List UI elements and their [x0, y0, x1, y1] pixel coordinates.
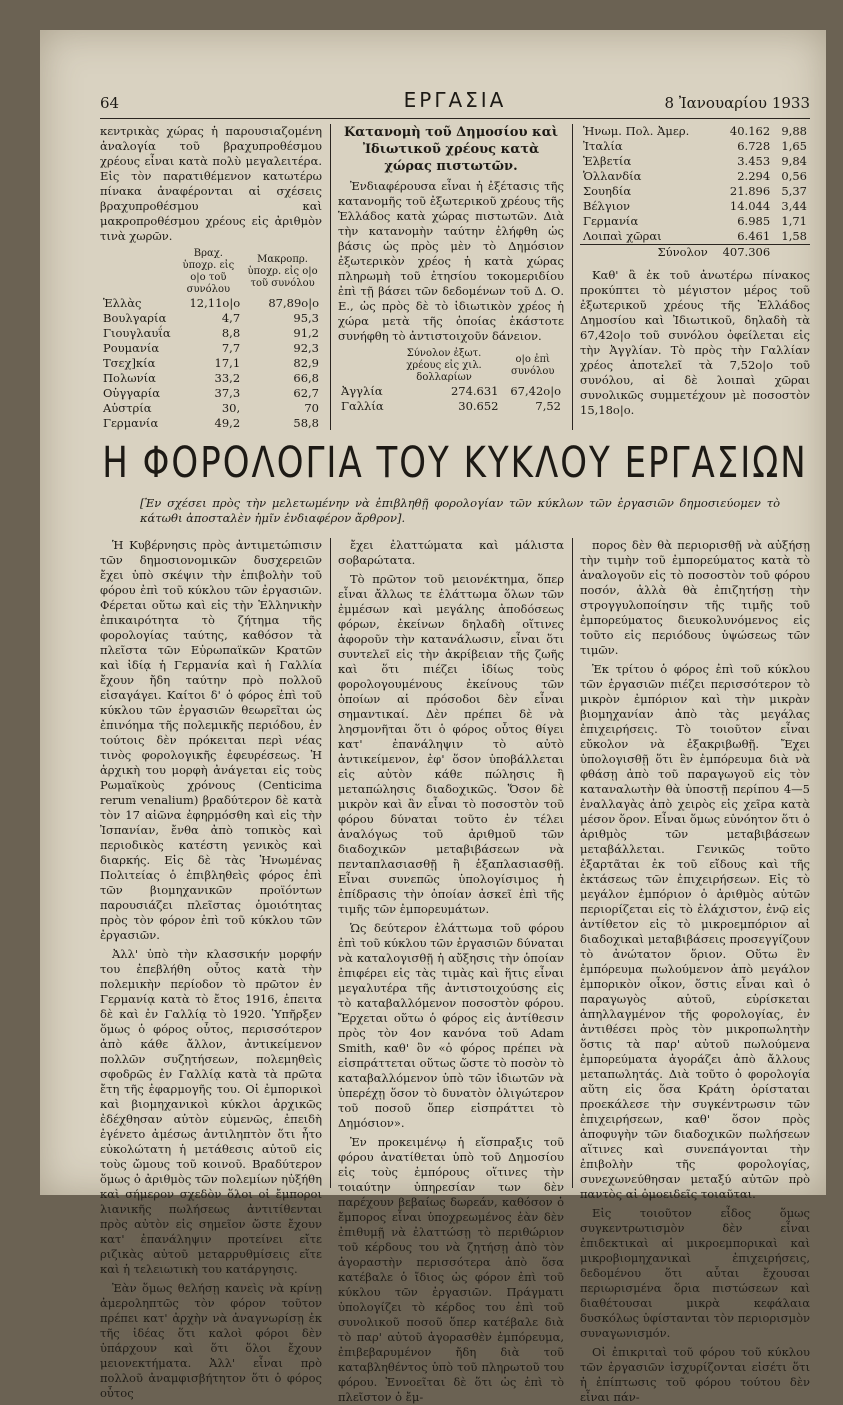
- table-row: [100, 401, 322, 416]
- cell-country: Γαλλία: [341, 399, 384, 413]
- section-heading: Κατανομὴ τοῦ Δημοσίου καὶ Ἰδιωτικοῦ χρέους κατὰ χώρας πιστωτῶν.: [343, 125, 559, 174]
- cell-country: Τσεχ]κία: [103, 356, 156, 370]
- cell-country: Ἑλβετία: [583, 154, 632, 168]
- article-column-3: [580, 538, 810, 1404]
- cell-country: Γερμανία: [103, 416, 159, 430]
- cell-long: 62,7: [293, 386, 319, 400]
- table-row: [338, 384, 564, 399]
- article-column-2: [338, 538, 564, 1404]
- table-row: [338, 399, 564, 414]
- cell-amount: 40.162: [729, 124, 771, 138]
- cell-short: 8,8: [221, 326, 241, 340]
- cell-amount: 6.461: [737, 229, 771, 243]
- cell-country: Λοιπαὶ χῶραι: [583, 229, 662, 243]
- cell-long: 82,9: [293, 356, 319, 370]
- cell-country: Βουλγαρία: [103, 311, 167, 325]
- cell-country: Οὑγγαρία: [103, 386, 160, 400]
- top-column-3: [580, 124, 810, 434]
- cell-pct: 5,37: [781, 184, 807, 198]
- issue-date: 8 Ἰανουαρίου 1933: [664, 94, 810, 112]
- cell-long: 95,3: [293, 311, 319, 325]
- article-paragraph: πορος δὲν θὰ περιορισθῇ νὰ αὐξήσῃ τὴν τιμὴν τοῦ ἐμπορεύματος κατὰ τὸ ἀναλογοῦν εἰς τὸ ποσοστὸν τοῦ φόρου ποσόν, ἀλλὰ θὰ ἐπιζητήσῃ τὴν στρογγυλοποίησιν τῆς τιμῆς τοῦ ἐμπορεύματος διευκολυνόμενος εἰς τοῦτο εἰς περιόδους ὑψώσεως τῶν τιμῶν.: [580, 538, 810, 657]
- cell-short: 12,11ο|ο: [189, 296, 241, 310]
- table-row: [580, 169, 810, 184]
- cell-amount: 6.985: [737, 214, 771, 228]
- table-row: [580, 154, 810, 169]
- creditor-table-continued: [580, 124, 810, 260]
- cell-short: 33,2: [214, 371, 241, 385]
- intro-paragraph: κεντρικὰς χώρας ἡ παρουσιαζομένη ἀναλογία τοῦ βραχυπροθέσμου χρέους εἶναι κατὰ πολὺ μεγαλειτέρα. Εἰς τὸν παρατιθέμενον κατωτέρω πίνακα ἀναφέρονται αἱ σχέσεις βραχυπροθέσμου καὶ μακροπροθέσμου χρέους εἰς ἀριθμὸν τινὰ χωρῶν.: [100, 124, 322, 243]
- table-row: [100, 386, 322, 401]
- table-row: [100, 326, 322, 341]
- amount-header: Σύνολον ἐξωτ. χρέους εἰς χιλ. δολλαρίων: [406, 348, 482, 383]
- article-paragraph: Ἀλλ' ὑπὸ τὴν κλασσικήν μορφήν του ἐπεβλήθη οὗτος κατὰ τὴν πολεμικὴν περίοδον τὸ πρῶτον ἐν Γερμανίᾳ κατὰ τὸ ἔτος 1916, ἐπειτα δὲ καὶ ἐν Γαλλίᾳ τὸ 1920. Ὑπῆρξεν ὅμως ὁ φόρος οὗτος, περισσότερον ἀπὸ κάθε ἄλλον, ἀντικείμενον πολλῶν συζητήσεων, πολεμηθεὶς σφοδρῶς ἐν Γαλλίᾳ κατὰ τὰ πρῶτα ἔτη τῆς ἐφαρμογῆς του. Οἱ ἐμπορικοὶ καὶ βιομηχανικοὶ κύκλοι ἀρχικῶς ἐδέχθησαν αὐτὸν εὐμενῶς, ἐπειδὴ ἐγένετο ἀμέσως ἀντιληπτὸν ὅτι ἦτο εὐκολώτατη ἡ μετάθεσις αὐτοῦ εἰς τοὺς ὤμους τοῦ κοινοῦ. Βραδύτερον ὅμως ὁ ἀριθμὸς τῶν πολεμίων ηὐξήθη καὶ σήμερον σχεδὸν ὅλοι οἱ ἔμποροι λιανικῆς πωλήσεως ἀντιτίθενται πρὸς αὐτὸν εἰς σημεῖον ὥστε ἔχουν κατ' ἐπανάληψιν προτείνει εἴτε ριζικὰς αὐτοῦ μεταρρυθμίσεις εἴτε καὶ ἡ τελειωτικὴ του κατάργησις.: [100, 947, 322, 1276]
- cell-amount: 14.044: [729, 199, 771, 213]
- cell-long: 58,8: [293, 416, 319, 430]
- cell-short: 37,3: [214, 386, 241, 400]
- cell-amount: 3.453: [737, 154, 771, 168]
- creditor-table: [338, 348, 564, 414]
- table-row: [100, 341, 322, 356]
- long-term-header: Μακροπρ. ὑποχρ. εἰς ο|ο τοῦ συνόλου: [247, 254, 318, 289]
- top-column-2: [338, 124, 564, 434]
- table-row: [580, 184, 810, 199]
- cell-amount: 30.652: [458, 399, 499, 413]
- cell-pct: 1,58: [781, 229, 807, 243]
- cell-long: 70: [304, 401, 319, 415]
- percent-header: ο|ο ἐπὶ συνόλου: [511, 354, 555, 377]
- total-row: [580, 245, 810, 261]
- article-paragraph: Εἰς τοιοῦτον εἶδος ὅμως συγκεντρωτισμὸν δὲν εἶναι ἐπιδεκτικαὶ αἱ μικροεμπορικαὶ καὶ μικροβιομηχανικαὶ ἐπιχειρήσεις, δεδομένου ὅτι αὗται ἔχουσαι περιωρισμένα ὅρια πιστώσεων καὶ διαθέτουσαι μικρὰ κεφάλαια δυσκόλως ὑφίστανται τὸν περιορισμὸν συναγωνισμόν.: [580, 1206, 810, 1340]
- column-divider: [330, 538, 331, 1188]
- column-divider: [572, 538, 573, 1188]
- table-row: [100, 296, 322, 311]
- page-number: 64: [100, 94, 120, 112]
- cell-country: Πολωνία: [103, 371, 156, 385]
- cell-pct: 0,56: [781, 169, 807, 183]
- article-paragraph: Ἡ Κυβέρνησις πρὸς ἀντιμετώπισιν τῶν δημοσιονομικῶν δυσχερειῶν ἔχει ὑπὸ σκέψιν τὴν ἐπιβολὴν τοῦ φόρου ἐπὶ τοῦ κύκλου τῶν ἐργασιῶν. Φέρεται οὕτω καὶ εἰς τὴν Ἑλληνικὴν ἐπικαιρότητα τὸ ζήτημα τῆς φορολογίας ταύτης, καθόσον τὰ πλεῖστα τῶν Εὐρωπαϊκῶν Κρατῶν καὶ ἰδίᾳ ἡ Γερμανία καὶ ἡ Γαλλία ἔχουν ἤδη ταύτην πρὸ πολλοῦ εἰσαγάγει. Καίτοι δ' ὁ φόρος ἐπὶ τοῦ κύκλου τῶν ἐργασιῶν θεωρεῖται ὡς ἐπινόημα τῆς πολεμικῆς περιόδου, ἐν τούτοις δὲν πρόκειται περὶ νέας τινὸς φορολογικῆς ἐφευρέσεως. Ἡ ἀρχικὴ του μορφὴ ἀνάγεται εἰς τοὺς Ρωμαϊκοὺς χρόνους (Centicima rerum venalium) βραδύτερον δὲ κατὰ τὸν 17 αἰῶνα ἐφηρμόσθη καὶ εἰς τὴν Ἰσπανίαν, ἔνθα ἀπὸ τοπικὸς καὶ περιοδικὸς κατέστη γενικὸς καὶ διαρκής. Εἰς δὲ τὰς Ἡνωμένας Πολιτείας ὁ ἐπιβληθεὶς φόρος ἐπὶ τῶν βιομηχανικῶν προϊόντων παρουσιάζει πλεῖστας ὁμοιότητας πρὸς τὸν φόρον ἐπὶ τοῦ κύκλου τῶν ἐργασιῶν.: [100, 538, 322, 942]
- cell-country: Γιουγλαυΐα: [103, 326, 171, 340]
- table-row: [580, 124, 810, 139]
- article-paragraph: Τὸ πρῶτον τοῦ μειονέκτημα, ὅπερ εἶναι ἄλλως τε ἐλάττωμα ὅλων τῶν ἐμμέσων καὶ μεγάλης ἀποδόσεως φόρων, ἐκείνων δηλαδὴ οἵτινες ἀφοροῦν τὴν κατανάλωσιν, εἶναι ὅτι συντελεῖ εἰς τὴν ἀκρίβειαν τῆς ζωῆς καὶ ὅτι πιέζει ἰδίως τοὺς φορολογουμένους ἐκείνους τῶν ὁποίων αἱ πρόσοδοι δὲν εἶναι σημαντικαί. Δὲν πρέπει δὲ νὰ λησμονῆται ὅτι ὁ φόρος οὗτος θίγει κατ' ἐπανάληψιν τὸ αὐτὸ ἀντικείμενον, ἐφ' ὅσον ὑποβάλλεται εἰς αὐτὸν κάθε πώλησις ἢ μεταπώλησις διαδοχικῶς. Ὅσον δὲ μικρὸν καὶ ἂν εἶναι τὸ ποσοστὸν τοῦ φόρου δύναται τοῦτο ἐν τέλει ἀναλόγως τοῦ ἀριθμοῦ τῶν διαδοχικῶν μεταβιβάσεων νὰ πενταπλασιασθῇ ἢ ἑξαπλασιασθῇ. Εἶναι συνεπῶς ὑπολογίσιμος ἡ ἐπίδρασις τὴν ὁποίαν ἀσκεῖ ἐπὶ τῆς τιμῆς τῶν ἐμπορευμάτων.: [338, 572, 564, 916]
- table-row: [100, 311, 322, 326]
- article-paragraph: Ὡς δεύτερον ἐλάττωμα τοῦ φόρου ἐπὶ τοῦ κύκλου τῶν ἐργασιῶν δύναται νὰ καταλογισθῇ ἡ αὔξησις τὴν ὁποίαν ἐπιφέρει εἰς τὰς τιμὰς καὶ ἥτις εἶναι μεγαλυτέρα τῆς ἀντιστοιχούσης εἰς τὸ καταβαλλόμενον ποσοστὸν φόρου. Ἔρχεται οὕτω ὁ φόρος εἰς ἀντίθεσιν πρὸς τὸν 4ον κανόνα τοῦ Adam Smith, καθ' ὃν «ὁ φόρος πρέπει νὰ εἰσπράττεται οὕτως ὥστε τὸ ποσὸν τὸ καταβαλλόμενον ὑπὸ τῶν ἰδιωτῶν νὰ ὑπερέχῃ ὅσον τὸ δυνατὸν ὀλιγώτερον τοῦ ποσοῦ ὅπερ εἰσπράττει τὸ Δημόσιον».: [338, 921, 564, 1130]
- cell-amount: 21.896: [729, 184, 771, 198]
- publication-title: ΕΡΓΑΣΙΑ: [403, 88, 507, 112]
- table-row: [100, 416, 322, 431]
- column-divider: [330, 124, 331, 430]
- cell-country: Ὁλλανδία: [583, 169, 642, 183]
- cell-short: 49,2: [214, 416, 241, 430]
- cell-country: Ἰταλία: [583, 139, 623, 153]
- cell-country: Ἡνωμ. Πολ. Ἀμερ.: [583, 124, 690, 138]
- editor-note: [Ἐν σχέσει πρὸς τὴν μελετωμένην νὰ ἐπιβληθῇ φορολογίαν τῶν κύκλων τῶν ἐργασιῶν δημοσιεύομεν τὸ κάτωθι ἀποσταλὲν ἡμῖν ἐνδιαφέρον ἄρθρον].: [140, 496, 780, 525]
- cell-country: Αὐστρία: [103, 401, 152, 415]
- table-row: [100, 371, 322, 386]
- article-title: Η ΦΟΡΟΛΟΓΙΑ ΤΟΥ ΚΥΚΛΟΥ ΕΡΓΑΣΙΩΝ: [102, 438, 808, 488]
- debt-ratio-table: [100, 248, 322, 431]
- article-paragraph: Οἱ ἐπικριταὶ τοῦ φόρου τοῦ κύκλου τῶν ἐργασιῶν ἰσχυρίζονται εἰσέτι ὅτι ἡ ἐπίπτωσις τοῦ φόρου τούτου δὲν εἶναι πάν-: [580, 1345, 810, 1404]
- cell-short: 17,1: [214, 356, 241, 370]
- cell-country: Σουηδία: [583, 184, 632, 198]
- cell-country: Ρουμανία: [103, 341, 160, 355]
- table-row: [580, 139, 810, 154]
- cell-long: 91,2: [293, 326, 319, 340]
- cell-country: Ἑλλὰς: [103, 296, 142, 310]
- total-amount: 407.306: [711, 245, 773, 261]
- cell-short: 30,: [221, 401, 241, 415]
- cell-pct: 9,84: [781, 154, 807, 168]
- table-row: [100, 356, 322, 371]
- cell-pct: 1,71: [781, 214, 807, 228]
- table-row: [580, 214, 810, 229]
- article-paragraph: Ἐὰν ὅμως θελήσῃ κανεὶς νὰ κρίνῃ ἀμεροληπτῶς τὸν φόρον τοῦτον πρέπει κατ' ἀρχὴν νὰ ἀναγνωρίσῃ ἐκ τῆς ἰδέας ὅτι καλοὶ φόροι δὲν ὑπάρχουν καὶ ὅτι ὅλοι ἔχουν μειονεκτήματα. Ἀλλ' εἶναι πρὸ πολλοῦ ἀναμφισβήτητον ὅτι ὁ φόρος οὗτος: [100, 1281, 322, 1400]
- summary-paragraph: Καθ' ἃ ἐκ τοῦ ἀνωτέρω πίνακος προκύπτει τὸ μέγιστον μέρος τοῦ ἐξωτερικοῦ χρέους τῆς Ἑλλάδος Δημοσίου καὶ Ἰδιωτικοῦ, δηλαδὴ τὰ 67,42ο|ο τοῦ συνόλου ὀφείλεται εἰς τὴν Ἀγγλίαν. Τὸ πρὸς τὴν Γαλλίαν χρέος ἀποτελεῖ τὰ 7,52ο|ο τοῦ συνόλου, αἱ δὲ λοιπαὶ χῶραι συνολικῶς συμμετέχουν μὲ ποσοστὸν 15,18ο|ο.: [580, 268, 810, 417]
- cell-country: Γερμανία: [583, 214, 639, 228]
- cell-pct: 7,52: [535, 399, 561, 413]
- cell-amount: 2.294: [737, 169, 771, 183]
- cell-long: 66,8: [293, 371, 319, 385]
- cell-pct: 3,44: [781, 199, 807, 213]
- cell-pct: 9,88: [781, 124, 807, 138]
- distribution-paragraph: Ἐνδιαφέρουσα εἶναι ἡ ἐξέτασις τῆς κατανομῆς τοῦ ἐξωτερικοῦ χρέους τῆς Ἑλλάδος κατὰ χώρας πιστωτῶν. Διὰ τὴν κατανομὴν ταύτην ἐλήφθη ὡς βάσις ὡς πρὸς μὲν τὸ Δημόσιον ἐξωτερικὸν χρέος ἡ κατὰ χώρας πληρωμὴ τοῦ ἐτησίου τοκομεριδίου ἐπὶ τῇ βάσει τῶν δεδομένων τοῦ Δ. Ο. Ε., ὡς πρὸς δὲ τὸ ἰδιωτικὸν χρέος ἡ χώρα μετὰ τῆς ὁποίας ἑκάστοτε συνήφθη τὸ ἀντιστοιχοῦν δάνειον.: [338, 179, 564, 343]
- short-term-header: Βραχ. ὑποχρ. εἰς ο|ο τοῦ συνόλου: [182, 248, 235, 295]
- page-header: [100, 88, 810, 114]
- top-column-1: [100, 124, 322, 434]
- article-column-1: [100, 538, 322, 1400]
- article-paragraph: Ἐκ τρίτου ὁ φόρος ἐπὶ τοῦ κύκλου τῶν ἐργασιῶν πιέζει περισσότερον τὸ μικρὸν ἐμπόριον καὶ τὴν μικρὰν βιομηχανίαν ἀπὸ τὰς μεγάλας ἐπιχειρήσεις. Τὸ τοιοῦτον εἶναι εὔκολον νὰ ἐξακριβωθῇ. Ἔχει ὑπολογισθῇ ὅτι ἓν ἐμπόρευμα διὰ νὰ φθάσῃ ἀπὸ τοῦ παραγωγοῦ εἰς τὸν καταναλωτὴν θὰ ὑποστῇ περίπου 4—5 ἐναλλαγὰς ἀπὸ χειρὸς εἰς χεῖρα κατὰ μέσον ὅρον. Εἶναι ὅμως εὐνόητον ὅτι ὁ ἀριθμὸς τῶν μεταβιβάσεων μεταβάλλεται. Γενικῶς τοῦτο ἐξαρτᾶται ἐκ τοῦ εἴδους καὶ τῆς ἐκτάσεως τῶν ἐπιχειρήσεων. Εἰς τὸ μεγάλον ἐμπόριον ὁ ἀριθμὸς αὐτῶν περιορίζεται εἰς τὸ ἐλάχιστον, ἐνῷ εἰς ἀντίθετον εἰς τὸ μικροεμπόριον αἱ διαδοχικαὶ μεταβιβάσεις προσεγγίζουν τὸ ἀνώτατον ὅριον. Οὕτω ἓν ἐμπόρευμα πωλούμενον ἀπὸ μεγάλον ἐμπορικὸν οἶκον, ὅστις εἶναι καὶ ὁ παραγωγὸς αὐτοῦ, εὑρίσκεται ἀπηλλαγμένον τῆς φορολογίας, ἐν ἀντιθέσει πρὸς τὸν μικροπωλητὴν ὅστις τὰ παρ' αὐτοῦ πωλούμενα ἐμπορεύματα ἀγοράζει ἀπὸ ἄλλους μεταπωλητάς. Διὰ τοῦτο ὁ φορολογία αὕτη εἰς ὅσα Κράτη ὁρίσταται προεκάλεσε τὴν συγκέντρωσιν τῶν ἐπιχειρήσεων, καθ' ὅσον πρὸς ἀποφυγὴν τῶν διαδοχικῶν πωλήσεων αἵτινες καὶ συνεπάγονται τὴν ἐπιβολὴν τῆς φορολογίας, συνεχωνεύθησαν μεταξύ αὐτῶν πρὸ παντὸς αἱ ὁμοειδεῖς τοιαῦται.: [580, 662, 810, 1201]
- header-rule: [100, 118, 810, 119]
- cell-long: 87,89ο|ο: [268, 296, 319, 310]
- cell-short: 4,7: [221, 311, 241, 325]
- total-label: Σύνολον: [580, 245, 711, 261]
- column-divider: [572, 124, 573, 430]
- article-paragraph: ἔχει ἐλαττώματα καὶ μάλιστα σοβαρώτατα.: [338, 538, 564, 567]
- cell-amount: 6.728: [737, 139, 771, 153]
- cell-short: 7,7: [221, 341, 241, 355]
- cell-country: Ἀγγλία: [341, 384, 383, 398]
- cell-country: Βέλγιον: [583, 199, 630, 213]
- article-paragraph: Ἐν προκειμένῳ ἡ εἴσπραξις τοῦ φόρου ἀνατίθεται ὑπὸ τοῦ Δημοσίου εἰς τοὺς ἐμπόρους οἵτινες τὴν τοιαύτην ὑπηρεσίαν των δὲν παρέχουν βεβαίως δωρεάν, καθόσον ὁ ἔμπορος εἶναι ὑποχρεωμένος ἐὰν δὲν ἐπιθυμῇ νὰ ἐλαττώσῃ τὸ περιθώριον τοῦ κέρδους του νὰ ζητήσῃ ἀπὸ τὸν ἀγοραστὴν περισσότερα ἀπὸ ὅσα κατέβαλε ὁ ἴδιος ὡς φόρον ἐπὶ τοῦ κύκλου τῶν ἐργασιῶν. Πράγματι ὑπολογίζει τὸ κέρδος του ἐπὶ τοῦ συνολικοῦ ποσοῦ ὅπερ κατέβαλε διὰ τὸ παρ' αὐτοῦ ἀγορασθὲν ἐμπόρευμα, ἐπιβεβαρυμένον ἤδη διὰ τοῦ καταβληθέντος ὑπὸ τοῦ πληρωτοῦ του φόρου. Ἐννοεῖται δὲ ὅτι ὡς ἐπὶ τὸ πλεῖστον ὁ ἔμ-: [338, 1135, 564, 1404]
- cell-pct: 1,65: [781, 139, 807, 153]
- table-row: [580, 199, 810, 214]
- cell-long: 92,3: [293, 341, 319, 355]
- table-row: [580, 229, 810, 245]
- cell-pct: 67,42ο|ο: [510, 384, 561, 398]
- newspaper-page: [40, 30, 826, 1404]
- cell-amount: 274.631: [450, 384, 499, 398]
